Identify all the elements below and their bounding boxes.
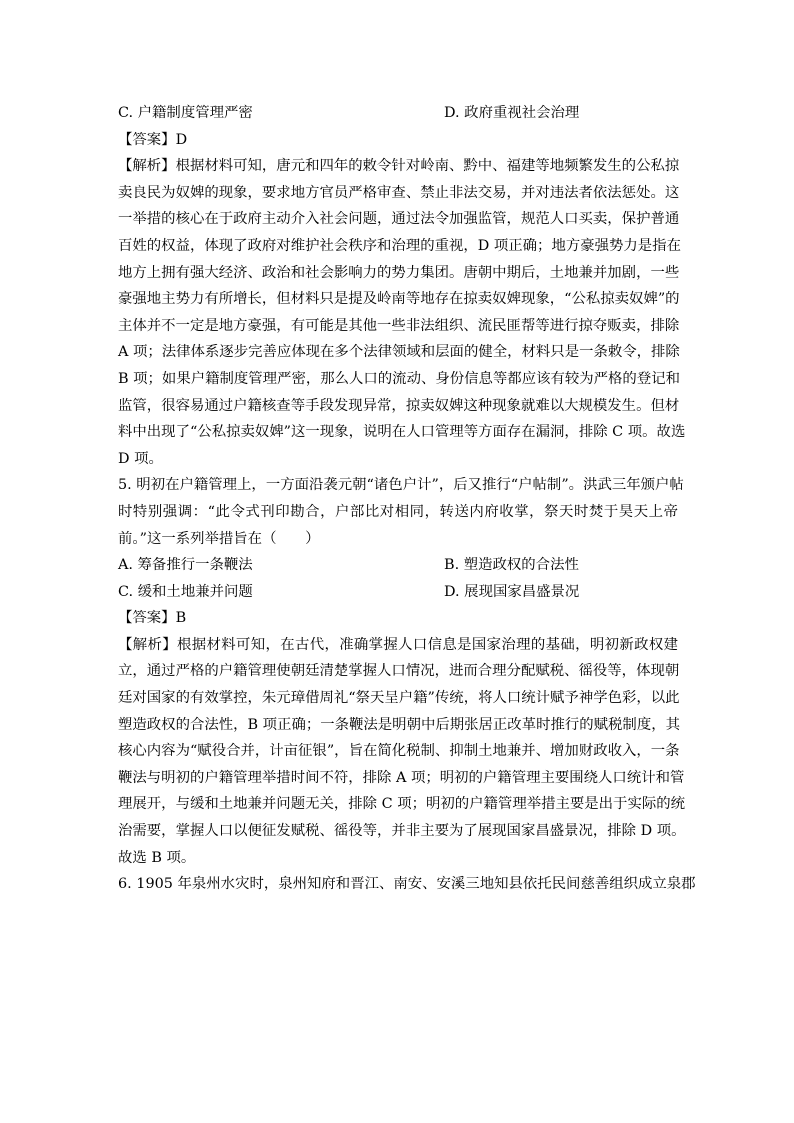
q4-analysis-line: B 项；如果户籍制度管理严密，那么人口的流动、身份信息等都应该有较为严格的登记和 — [118, 370, 680, 387]
page-content — [118, 100, 696, 898]
q4-analysis-line: 一举措的核心在于政府主动介入社会问题，通过法令加强监管，规范人口买卖，保护普通 — [118, 211, 680, 228]
q5-analysis-line: 【解析】根据材料可知，在古代，准确掌握人口信息是国家治理的基础，明初新政权建 — [118, 636, 678, 653]
q4-analysis-line: 卖良民为奴婢的现象，要求地方官员严格审查、禁止非法交易，并对违法者依法惩处。这 — [118, 184, 680, 201]
q4-analysis-line: 地方上拥有强大经济、政治和社会影响力的势力集团。唐朝中期后，土地兼并加剧，一些 — [118, 264, 680, 281]
q5-option-a: A. 筹备推行一条鞭法 — [118, 557, 253, 574]
q5-option-c: C. 缓和土地兼并问题 — [118, 583, 253, 600]
q6-stem-line: 6. 1905 年泉州水灾时，泉州知府和晋江、南安、安溪三地知县依托民间慈善组织成立泉郡 — [118, 876, 696, 893]
q4-analysis-line: 监管，很容易通过户籍核查等手段发现异常，掠卖奴婢这种现象就难以大规模发生。但材 — [118, 397, 680, 414]
q5-analysis-line: 理展开，与缓和土地兼并问题无关，排除 C 项；明初的户籍管理举措主要是出于实际的统 — [118, 796, 686, 813]
q5-analysis-line: 治需要，掌握人口以便征发赋税、徭役等，并非主要为了展现国家昌盛景况，排除 D 项。 — [118, 823, 686, 840]
q5-analysis-line: 廷对国家的有效掌控，朱元璋借周礼“祭天呈户籍”传统，将人口统计赋予神学色彩，以此 — [118, 690, 680, 707]
q5-answer: 【答案】B — [118, 610, 187, 627]
q5-analysis-line: 故选 B 项。 — [118, 849, 196, 866]
q5-option-d: D. 展现国家昌盛景况 — [444, 583, 580, 600]
q4-analysis-line: 料中出现了“公私掠卖奴婢”这一现象，说明在人口管理等方面存在漏洞，排除 C 项。故选 — [118, 424, 686, 441]
q4-analysis-line: 百姓的权益，体现了政府对维护社会秩序和治理的重视，D 项正确；地方豪强势力是指在 — [118, 237, 681, 254]
q4-analysis-line: 豪强地主势力有所增长，但材料只是提及岭南等地存在掠卖奴婢现象，“公私掠卖奴婢”的 — [118, 291, 680, 308]
q4-option-c: C. 户籍制度管理严密 — [118, 105, 253, 121]
q5-option-b: B. 塑造政权的合法性 — [444, 557, 579, 574]
q4-analysis-line: 【解析】根据材料可知，唐元和四年的敕令针对岭南、黔中、福建等地频繁发生的公私掠 — [118, 158, 680, 175]
q5-analysis-line: 核心内容为“赋役合并，计亩征银”，旨在简化税制、抑制土地兼并、增加财政收入，一条 — [118, 743, 680, 760]
q4-options-row-cd — [118, 100, 678, 127]
q5-stem-line: 5. 明初在户籍管理上，一方面沿袭元朝“诸色户计”，后又推行“户帖制”。洪武三年颁户帖 — [118, 477, 684, 494]
q5-stem-line: 时特别强调：“此令式刊印勘合，户部比对相同，转送内府收掌，祭天时焚于昊天上帝 — [118, 503, 678, 520]
q4-answer: 【答案】D — [118, 131, 188, 148]
q5-analysis-line: 塑造政权的合法性，B 项正确；一条鞭法是明朝中后期张居正改革时推行的赋税制度，其 — [118, 716, 680, 733]
q4-analysis-line: D 项。 — [118, 450, 163, 467]
q5-options-row-cd — [118, 579, 678, 606]
q4-option-d: D. 政府重视社会治理 — [444, 105, 580, 121]
q5-stem-line: 前。”这一系列举措旨在（ ） — [118, 530, 320, 547]
q5-analysis-line: 鞭法与明初的户籍管理举措时间不符，排除 A 项；明初的户籍管理主要围绕人口统计和管 — [118, 769, 685, 786]
q4-analysis-line: A 项；法律体系逐步完善应体现在多个法律领域和层面的健全，材料只是一条敕令，排除 — [118, 344, 680, 361]
q5-analysis-line: 立，通过严格的户籍管理使朝廷清楚掌握人口情况，进而合理分配赋税、徭役等，体现朝 — [118, 663, 680, 680]
q4-analysis-line: 主体并不一定是地方豪强，有可能是其他一些非法组织、流民匪帮等进行掠夺贩卖，排除 — [118, 317, 680, 334]
q5-options-row-ab — [118, 552, 678, 579]
